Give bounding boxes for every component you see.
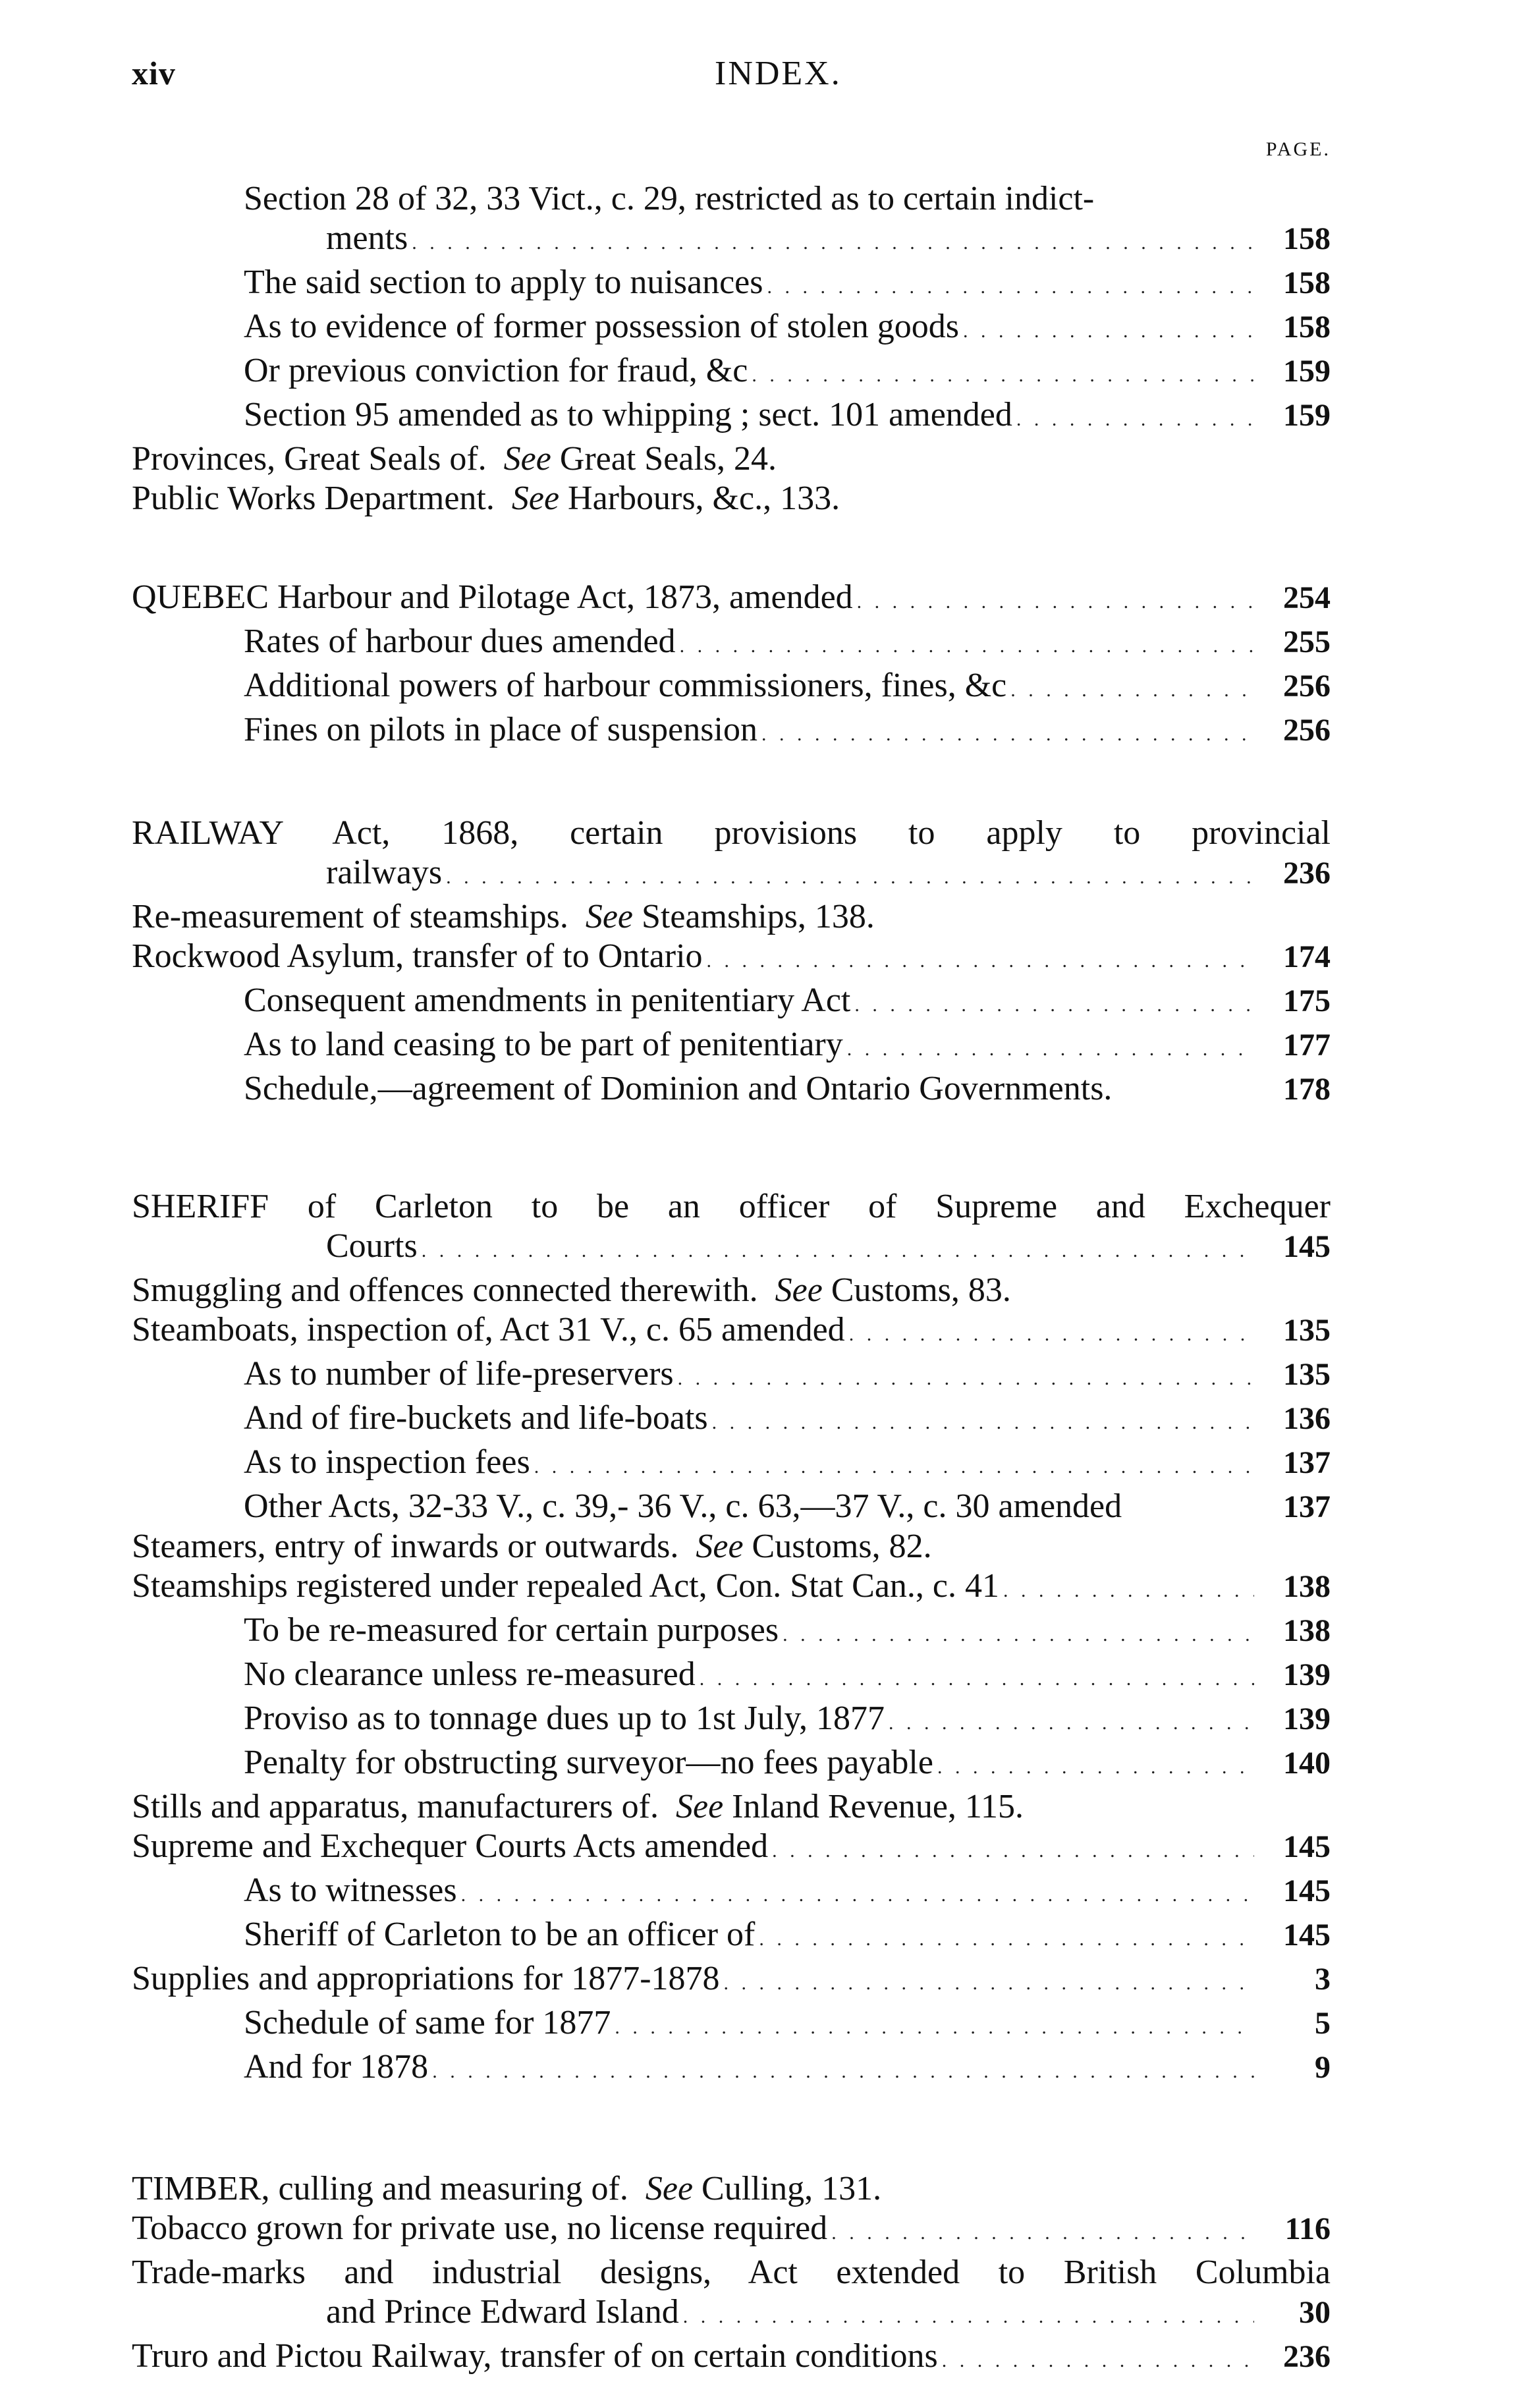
page-reference: 145 [1283,1873,1331,1908]
dot-leader [849,1315,1254,1354]
entry-text: Rates of harbour dues amended [244,623,676,660]
dot-leader [615,2008,1254,2047]
index-entry [132,1611,1331,1655]
page-reference: 236 [1283,856,1331,891]
index-entry [132,439,1331,479]
entry-text: Sheriff of Carleton to be an officer of [244,1916,756,1953]
index-entry [132,2047,1331,2091]
index-entry [132,219,1331,263]
dot-leader [678,1359,1254,1399]
index-entry [132,1487,1331,1527]
index-entry [132,981,1331,1025]
index-entry [132,1915,1331,1959]
index-entry [132,1187,1331,1227]
page-reference: 139 [1283,1657,1331,1692]
page-reference: 256 [1283,713,1331,748]
entry-text: Penalty for obstructing surveyor—no fees payable [244,1744,933,1781]
see-reference: Steamships, 138. [633,898,875,935]
see-label: See [585,898,633,935]
page-reference: 140 [1283,1746,1331,1781]
dot-leader [707,941,1254,981]
index-entry [132,2337,1331,2381]
index-entry [132,937,1331,981]
index-entry [132,1025,1331,1069]
see-reference: Customs, 83. [822,1271,1011,1309]
dot-leader [1010,671,1254,710]
entry-text: Rockwood Asylum, transfer of to Ontario [132,937,703,975]
dot-leader [847,1030,1254,1069]
dot-leader [937,1748,1254,1787]
index-entry [132,2169,1331,2209]
section-gap [132,754,1331,814]
page-reference: 138 [1283,1613,1331,1648]
index-entry [132,263,1331,307]
page-reference: 137 [1283,1445,1331,1480]
index-entry [132,1699,1331,1743]
dot-leader [1003,1571,1254,1611]
dot-leader [854,985,1254,1025]
index-entry [132,351,1331,395]
entry-text: Additional powers of harbour commissioners, fines, &c [244,667,1007,704]
index-entry [132,1354,1331,1399]
page-reference: 137 [1283,1489,1331,1524]
page-reference: 159 [1283,398,1331,433]
entry-text: Fines on pilots in place of suspension [244,711,757,748]
dot-leader [680,626,1254,666]
page-reference: 174 [1283,939,1331,974]
index-entry [132,1655,1331,1699]
dot-leader [857,582,1254,622]
page-reference: 177 [1283,1028,1331,1063]
page-reference: 145 [1283,1918,1331,1953]
index-entry [132,710,1331,754]
page-reference: 135 [1283,1313,1331,1348]
index-entry [132,1069,1331,1109]
entry-text: Other Acts, 32-33 V., c. 39,- 36 V., c. 63,—37 V., c. 30 amended [244,1487,1122,1525]
entry-text: TIMBER, culling and measuring of. [132,2170,628,2207]
see-label: See [511,480,560,517]
entry-text: Tobacco grown for private use, no license required [132,2209,828,2247]
spacer [758,1271,775,1310]
dot-leader [534,1447,1254,1487]
dot-leader [752,356,1254,395]
page-reference: 145 [1283,1829,1331,1864]
page-reference: 145 [1283,1229,1331,1264]
entry-text: ments [326,219,408,257]
entry-text: Proviso as to tonnage dues up to 1st July, 1877 [244,1700,885,1737]
index-entry [132,853,1331,897]
page-reference: 5 [1315,2006,1331,2041]
page-reference: 256 [1283,669,1331,704]
dot-leader [422,1231,1254,1271]
entry-text: Steamers, entry of inwards or outwards. [132,1528,679,1565]
dot-leader [831,2213,1254,2253]
page-header [132,54,1331,100]
dot-leader [446,858,1254,897]
entry-text: Public Works Department. [132,480,495,517]
see-label: See [675,1788,724,1825]
index-entry [132,1310,1331,1354]
entry-text: QUEBEC Harbour and Pilotage Act, 1873, amended [132,578,853,616]
index-entry [132,2292,1331,2337]
see-label: See [503,440,551,478]
entry-text: Or previous conviction for fraud, &c [244,352,748,389]
see-label: See [775,1271,823,1309]
entry-text: As to inspection fees [244,1443,530,1481]
see-reference: Great Seals, 24. [551,440,777,478]
index-entry [132,1527,1331,1566]
entry-text: railways [326,854,443,891]
dot-leader [759,1920,1254,1959]
entry-text: To be re-measured for certain purposes [244,1611,779,1649]
page-reference: 139 [1283,1702,1331,1736]
entry-text: Truro and Pictou Railway, transfer of on certain conditions [132,2337,938,2375]
spacer [659,1787,676,1827]
dot-leader [432,2052,1254,2091]
index-entry [132,666,1331,710]
entry-text: RAILWAY Act, 1868, certain provisions to apply to provincial [132,814,1331,852]
page-reference: 254 [1283,580,1331,615]
index-entry [132,1566,1331,1611]
index-entry [132,2209,1331,2253]
entry-text: Steamships registered under repealed Act, Con. Stat Can., c. 41 [132,1567,1000,1605]
entry-text: And of fire-buckets and life-boats [244,1399,708,1437]
dot-leader [712,1403,1254,1443]
index-entry [132,1787,1331,1827]
dot-leader [1016,400,1254,439]
dot-leader [772,1831,1254,1871]
entry-text: Supplies and appropriations for 1877-1878 [132,1960,720,1997]
index-entry [132,1743,1331,1787]
section-gap [132,518,1331,578]
index-entry [132,395,1331,439]
entry-text: The said section to apply to nuisances [244,263,763,301]
index-entry [132,1227,1331,1271]
see-reference: Inland Revenue, 115. [723,1788,1024,1825]
see-label: See [645,2170,694,2207]
index-entry [132,897,1331,937]
index-entry [132,1959,1331,2003]
page-reference: 178 [1283,1072,1331,1107]
entry-text: Supreme and Exchequer Courts Acts amended [132,1827,769,1865]
index-entry [132,307,1331,351]
running-title: INDEX. [715,55,842,92]
entry-text: No clearance unless re-measured [244,1655,696,1693]
dot-leader [683,2297,1254,2337]
entry-text: Provinces, Great Seals of. [132,440,487,478]
page-reference: 136 [1283,1401,1331,1436]
page-reference: 116 [1284,2211,1331,2246]
page-reference: 138 [1283,1569,1331,1604]
page-reference: 3 [1315,1962,1331,1997]
entry-text: As to number of life-preservers [244,1355,674,1393]
entry-text: As to land ceasing to be part of penitentiary [244,1026,843,1063]
see-reference: Harbours, &c., 133. [559,480,840,517]
page-reference: 159 [1283,354,1331,389]
page-number: xiv [132,55,176,92]
entry-text: SHERIFF of Carleton to be an officer of Supreme and Exchequer [132,1188,1331,1225]
dot-leader [412,223,1254,263]
dot-leader [963,312,1254,351]
page-reference: 9 [1315,2050,1331,2085]
entry-text: As to witnesses [244,1871,457,1909]
index-entry [132,1271,1331,1310]
index-entry [132,179,1331,219]
index-entry [132,1399,1331,1443]
see-reference: Culling, 131. [693,2170,882,2207]
entry-text: Section 95 amended as to whipping ; sect. 101 amended [244,396,1012,433]
entry-text: Schedule of same for 1877 [244,2004,611,2041]
dot-leader [461,1875,1254,1915]
dot-leader [724,1964,1254,2003]
index-entry [132,2003,1331,2047]
spacer [628,2169,646,2209]
page-reference: 255 [1283,624,1331,659]
dot-leader [942,2341,1254,2381]
entry-text: And for 1878 [244,2048,429,2086]
entry-text: As to evidence of former possession of stolen goods [244,308,960,345]
page-reference: 135 [1283,1357,1331,1392]
spacer [487,439,504,479]
entry-text: and Prince Edward Island [326,2293,679,2331]
entry-text: Courts [326,1227,418,1265]
dot-leader [783,1615,1254,1655]
index-entry [132,479,1331,518]
dot-leader [767,267,1254,307]
dot-leader [700,1659,1254,1699]
entry-text: Consequent amendments in penitentiary Act [244,982,851,1019]
dot-leader [761,715,1254,754]
index-entry [132,2253,1331,2292]
page-reference: 236 [1283,2339,1331,2374]
page-column-heading: PAGE. [1265,138,1331,160]
page-reference: 158 [1283,221,1331,256]
page-reference: 158 [1283,310,1331,345]
entry-text: Section 28 of 32, 33 Vict., c. 29, restricted as to certain indict- [244,180,1095,217]
spacer [495,479,512,518]
section-gap [132,2091,1331,2169]
index-entries [132,179,1331,2381]
entry-text: Re-measurement of steamships. [132,898,568,935]
index-entry [132,1827,1331,1871]
entry-text: Trade-marks and industrial designs, Act extended to British Columbia [132,2254,1331,2291]
index-entry [132,1871,1331,1915]
see-label: See [696,1528,744,1565]
index-entry [132,578,1331,622]
dot-leader [889,1703,1254,1743]
section-gap [132,1109,1331,1187]
index-entry [132,814,1331,853]
entry-text: Schedule,—agreement of Dominion and Ontario Governments. [244,1070,1113,1107]
spacer [568,897,586,937]
page-reference: 30 [1299,2295,1331,2330]
spacer [678,1527,696,1566]
page-reference: 158 [1283,265,1331,300]
index-entry [132,1443,1331,1487]
entry-text: Stills and apparatus, manufacturers of. [132,1788,659,1825]
entry-text: Steamboats, inspection of, Act 31 V., c. 65 amended [132,1311,845,1348]
index-entry [132,622,1331,666]
entry-text: Smuggling and offences connected therewith. [132,1271,758,1309]
see-reference: Customs, 82. [743,1528,932,1565]
page-reference: 175 [1283,983,1331,1018]
